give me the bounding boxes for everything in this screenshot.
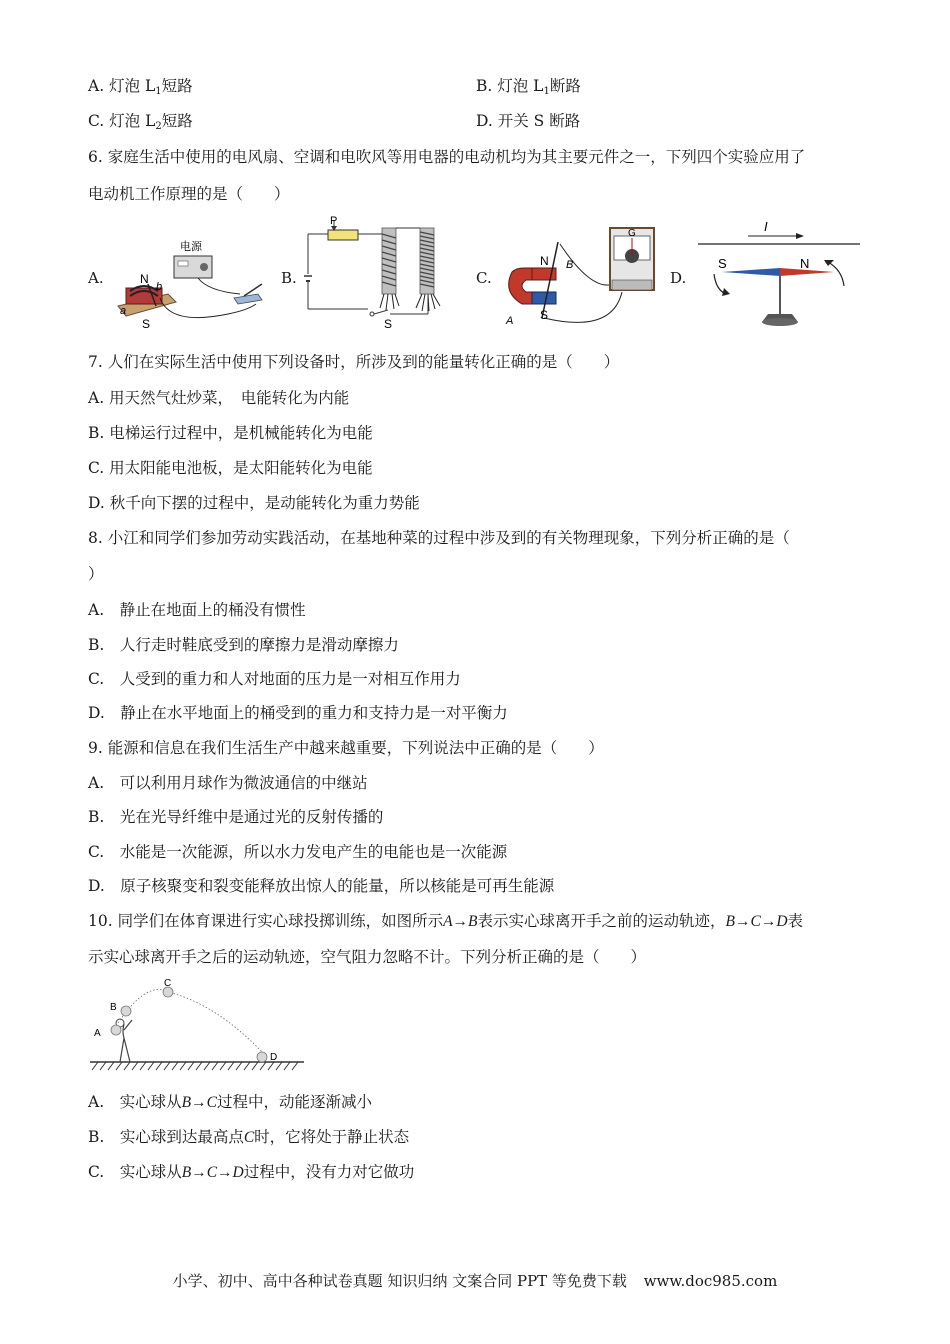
q6-fig-a-label: A. [88,269,104,287]
q10-stem-line1: 10. 同学们在体育课进行实心球投掷训练，如图所示A→B表示实心球离开手之前的运动轨迹，B→C→D表 [88,912,804,930]
q10-stem-line2: 示实心球离开手之后的运动轨迹，空气阻力忽略不计。下列分析正确的是（ ） [88,948,647,966]
q5-option-a: A. 灯泡 $L_1$短路 [88,77,193,97]
q9-option-c: C. 水能是一次能源，所以水力发电产生的电能也是一次能源 [88,843,508,861]
q8-option-c: C. 人受到的重力和人对地面的压力是一对相互作用力 [88,670,461,688]
q7-option-b: B. 电梯运行过程中，是机械能转化为电能 [88,424,373,442]
q6-fig-a-n: N [140,272,149,286]
q9-option-a: A. 可以利用月球作为微波通信的中继站 [88,774,368,792]
q8-option-b: B. 人行走时鞋底受到的摩擦力是滑动摩擦力 [88,636,399,654]
q7-option-d: D. 秋千向下摆的过程中，是动能转化为重力势能 [88,494,420,512]
q6-fig-c-label: C. [476,269,492,287]
q6-fig-a-source: 电源 [180,241,202,253]
q6-fig-d-s: S [718,256,727,271]
q7-option-a: A. 用天然气灶炒菜， 电能转化为内能 [88,389,350,407]
q8-option-a: A. 静止在地面上的桶没有惯性 [88,601,306,619]
q10-option-b: B. 实心球到达最高点C时，它将处于静止状态 [88,1128,410,1146]
q6-fig-a-a: a [120,305,127,317]
q6-fig-c-g: G [628,228,636,239]
footer-url[interactable]: www.doc985.com [643,1272,778,1290]
q6-fig-a-s: S [142,317,151,331]
q10-option-c: C. 实心球从B→C→D过程中，没有力对它做功 [88,1163,415,1181]
q6-fig-b-s: S [384,317,393,331]
q6-figure-b [298,214,448,334]
q10-option-a: A. 实心球从B→C过程中，动能逐渐减小 [88,1093,372,1111]
q10-fig-a: A [94,1028,101,1039]
q10-figure [86,976,308,1074]
q7-option-c: C. 用太阳能电池板，是太阳能转化为电能 [88,459,373,477]
q6-fig-b-p: P [330,215,338,227]
q6-figure-c [502,222,662,334]
footer-text: 小学、初中、高中各种试卷真题 知识归纳 文案合同 PPT 等免费下载 [172,1272,627,1290]
q7-stem: 7. 人们在实际生活中使用下列设备时，所涉及到的能量转化正确的是（ ） [88,353,620,371]
q6-fig-d-n: N [800,256,810,271]
q6-fig-d-label: D. [670,269,687,287]
q8-option-d: D. 静止在水平地面上的桶受到的重力和支持力是一对平衡力 [88,704,508,722]
q5-option-d: D. 开关 S 断路 [476,112,581,130]
q5-option-c: C. 灯泡 $L_2$短路 [88,112,193,132]
q6-stem-line2: 电动机工作原理的是（ ） [88,185,290,203]
q6-stem-line1: 6. 家庭生活中使用的电风扇、空调和电吹风等用电器的电动机均为其主要元件之一，下列四个实验应用了 [88,148,806,166]
q6-fig-c-b: B [566,259,574,271]
q8-stem-line1: 8. 小江和同学们参加劳动实践活动，在基地种菜的过程中涉及到的有关物理现象，下列分析正确的是（ [88,529,790,547]
q10-fig-c: C [164,978,172,989]
q10-fig-b: B [110,1002,117,1013]
q5-option-b: B. 灯泡 $L_1$断路 [476,77,581,97]
page-footer [0,1270,950,1291]
q6-fig-a-b: b [156,281,163,293]
q6-fig-d-i: I [764,219,768,234]
q6-figure-a [108,236,278,336]
q6-fig-c-s: S [540,308,549,322]
q9-option-d: D. 原子核聚变和裂变能释放出惊人的能量，所以核能是可再生能源 [88,877,555,895]
q9-stem: 9. 能源和信息在我们生活生产中越来越重要，下列说法中正确的是（ ） [88,739,604,757]
q6-figure-d [696,214,866,332]
q6-fig-b-label: B. [281,269,297,287]
q8-stem-line2: ） [88,565,104,583]
q6-fig-c-n: N [540,254,549,268]
q6-fig-c-a: A [506,315,514,327]
q9-option-b: B. 光在光导纤维中是通过光的反射传播的 [88,808,384,826]
q10-fig-d: D [270,1052,278,1063]
